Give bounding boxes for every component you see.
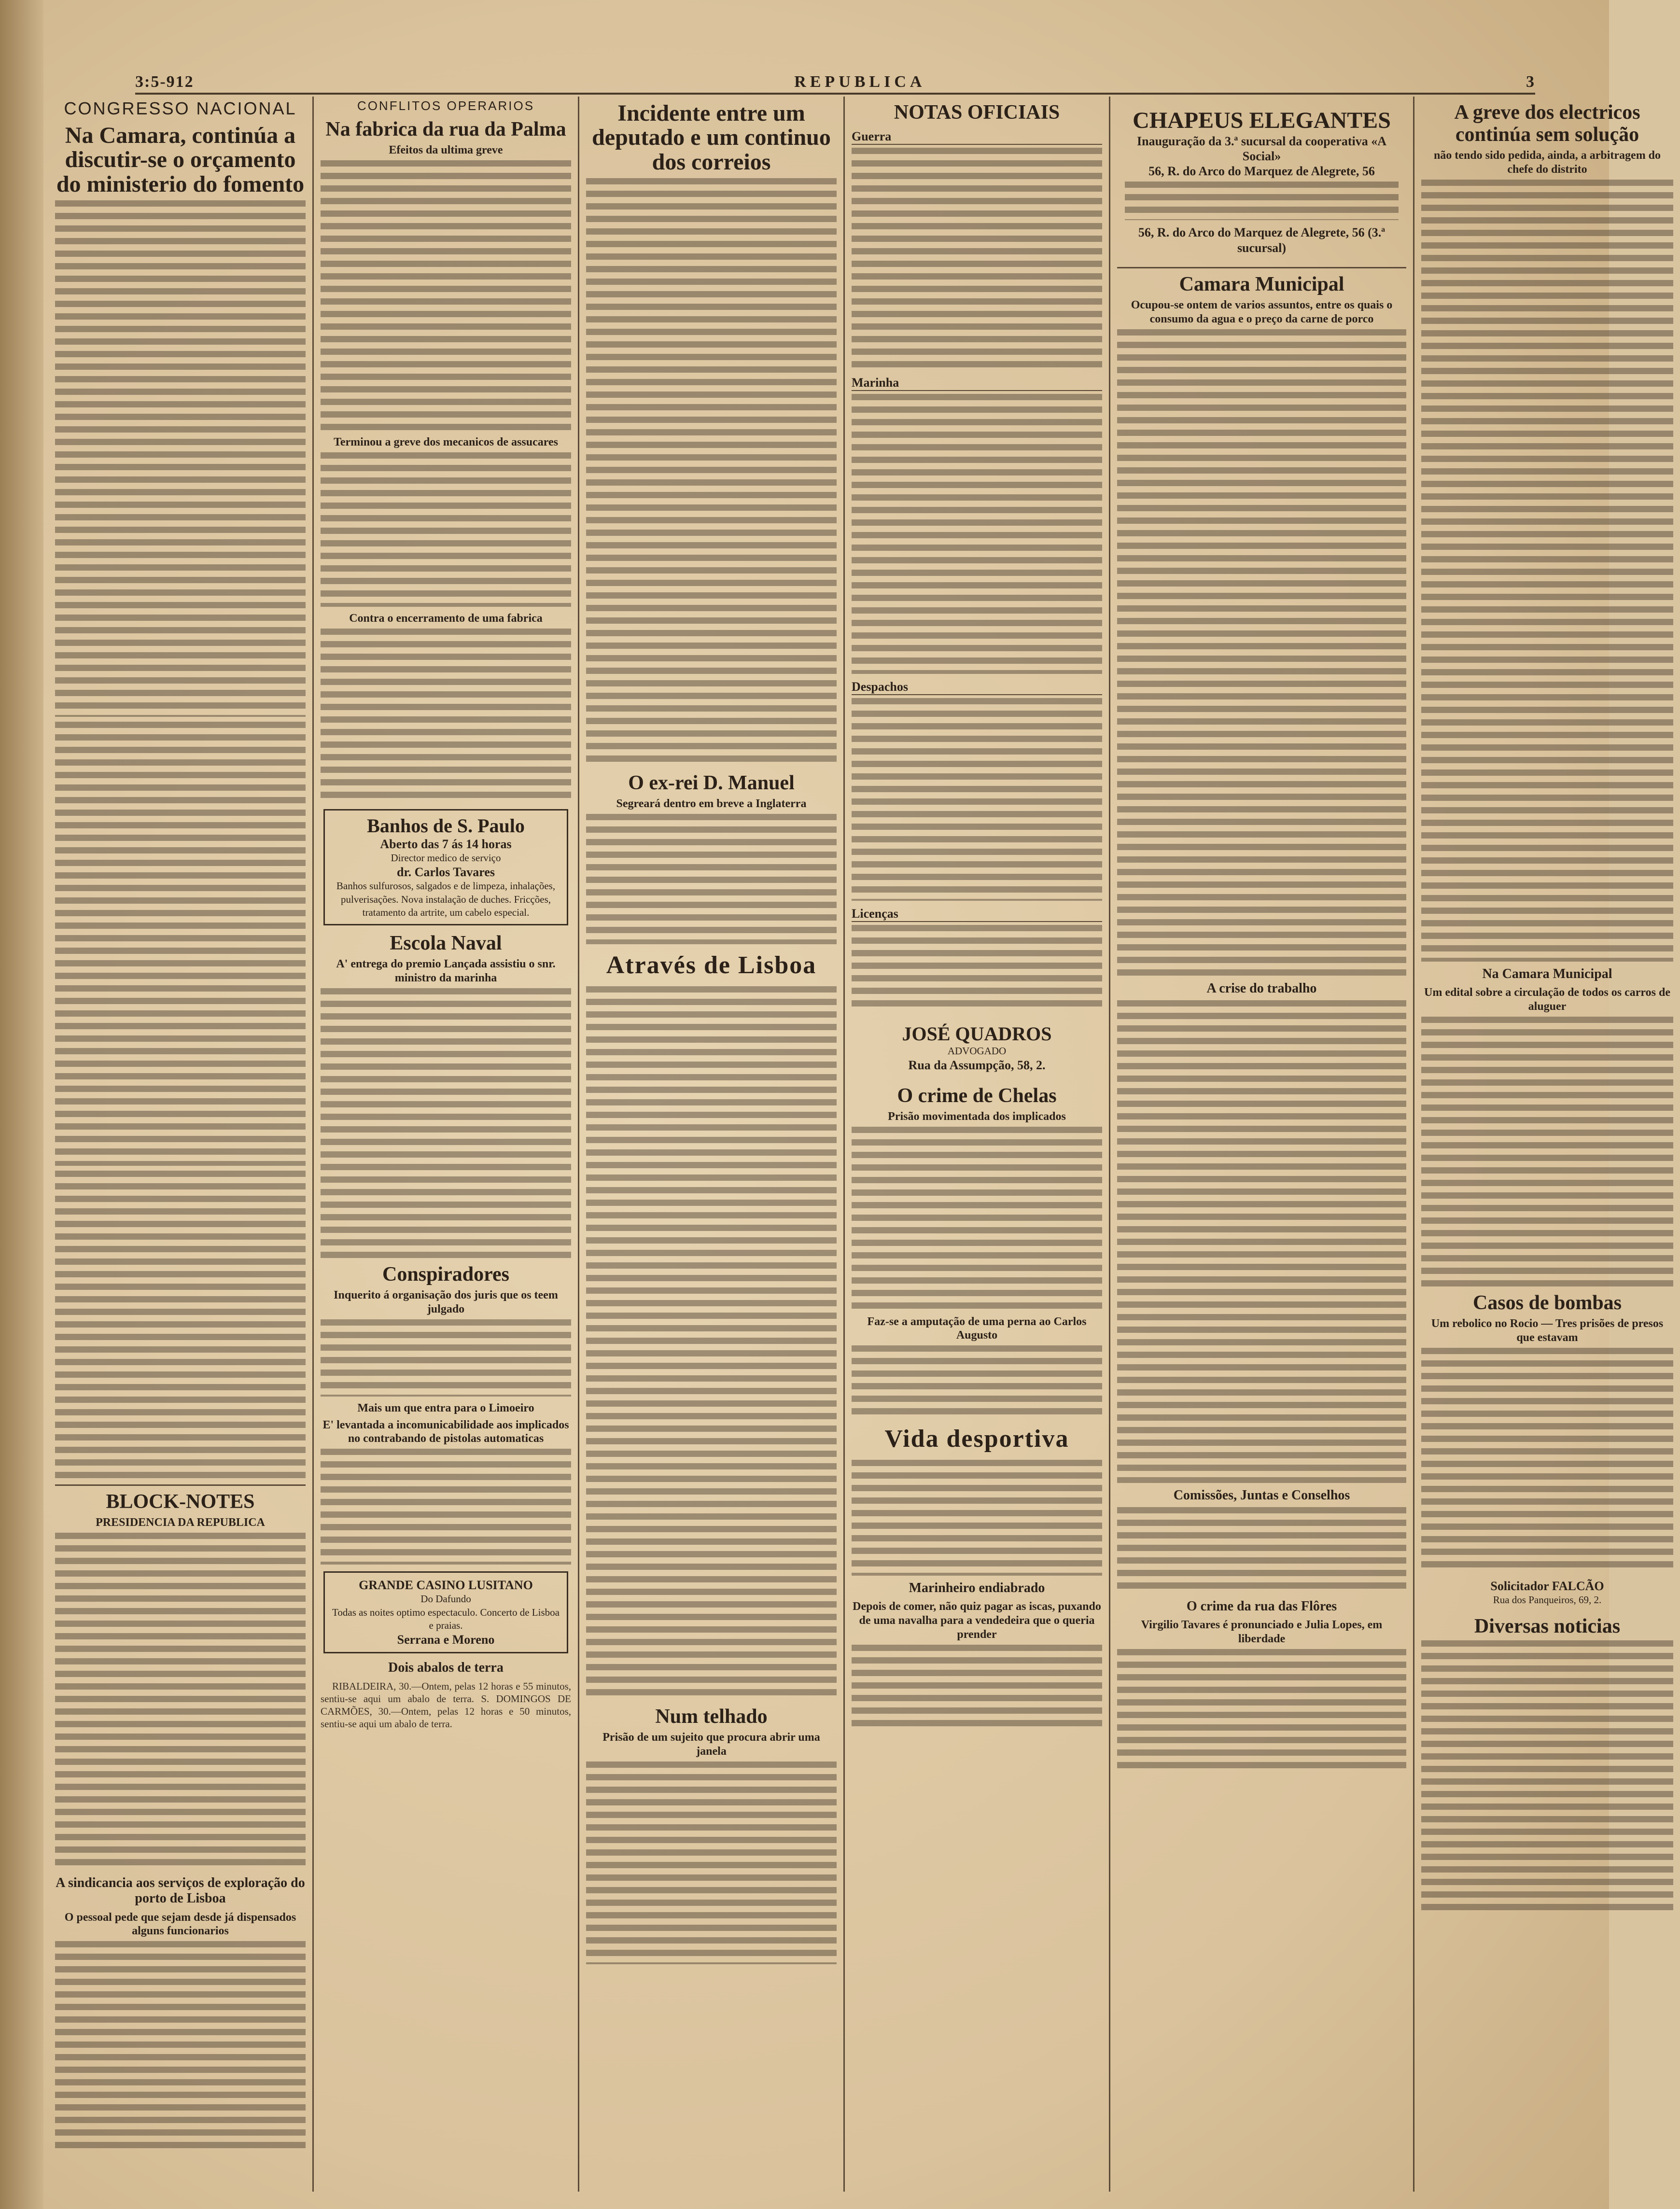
article-headline: Incidente entre um deputado e um continuo dos correios — [592, 100, 831, 175]
ad-line: Director medico de serviço — [391, 852, 501, 864]
column-3 — [579, 97, 845, 2192]
article-text — [1421, 1017, 1673, 1287]
divider — [1117, 267, 1406, 268]
block-notes-subtitle: PRESIDENCIA DA REPUBLICA — [96, 1516, 265, 1529]
ad-title: Banhos de S. Paulo — [367, 814, 525, 837]
article-text — [321, 988, 571, 1258]
article-text — [852, 148, 1102, 370]
article-text — [55, 200, 306, 717]
article-headline: O crime da rua das Flôres — [1186, 1598, 1337, 1614]
article-text — [852, 1345, 1102, 1418]
solicitor-address: Rua dos Panqueiros, 69, 2. — [1493, 1594, 1602, 1606]
article-deck: Ocupou-se ontem de varios assuntos, entre os quais o consumo da agua e o preço da carne de porco — [1131, 298, 1393, 325]
lead-headline: Na Camara, continúa a discutir-se o orçamento do ministerio do fomento — [56, 123, 305, 197]
ad-line: 56, R. do Arco do Marquez de Alegrete, 56 — [1148, 164, 1375, 179]
notice-label: Marinha — [852, 376, 1102, 391]
columns — [48, 97, 1680, 2192]
notice-label: Despachos — [852, 680, 1102, 695]
article-headline: Na Camara Municipal — [1482, 966, 1612, 981]
ad-title: GRANDE CASINO LUSITANO — [359, 1578, 533, 1593]
notice-label: Guerra — [852, 129, 1102, 145]
ad-text — [1125, 182, 1399, 220]
article-text — [55, 1533, 306, 1871]
article-text — [1117, 1507, 1406, 1594]
article-headline: Escola Naval — [390, 932, 502, 955]
article-text — [321, 1449, 571, 1565]
article-subhead: Terminou a greve dos mecanicos de assucares — [334, 435, 558, 448]
article-deck: Inquerito á organisação dos juris que os teem julgado — [334, 1289, 558, 1315]
advertisement-lawyer — [854, 1019, 1099, 1077]
article-text — [852, 1127, 1102, 1310]
page-number: 3 — [1526, 73, 1535, 91]
article-text — [852, 925, 1102, 1012]
article-subhead: Mais um que entra para o Limoeiro — [357, 1401, 534, 1414]
section-title: NOTAS OFICIAIS — [894, 101, 1060, 124]
column-4 — [845, 97, 1110, 2192]
section-banner — [586, 951, 837, 979]
article-deck: Efeitos da ultima greve — [389, 144, 503, 157]
article-text — [1117, 1649, 1406, 1775]
advertisement-solicitor — [1424, 1577, 1670, 1608]
ad-line: 56, R. do Arco do Marquez de Alegrete, 56 (3.ª sucursal) — [1138, 225, 1386, 255]
advertisement-casino — [323, 1571, 568, 1653]
article-deck: A' entrega do premio Lançada assistiu o snr. ministro da marinha — [336, 958, 556, 985]
ad-body: Banhos sulfurosos, salgados e de limpeza, inhalações, pulverisações. Nova instalação de duches. Fricções, tratamento da artrite, um cabelo especial. — [336, 880, 556, 918]
lawyer-address: Rua da Assumpção, 58, 2. — [908, 1058, 1046, 1073]
article-text — [586, 178, 837, 767]
article-text — [55, 722, 306, 1166]
ad-title: CHAPEUS ELEGANTES — [1133, 108, 1391, 133]
article-text — [321, 160, 571, 431]
article-text — [586, 986, 837, 1701]
article-headline: Camara Municipal — [1179, 273, 1344, 295]
article-deck: Virgilio Tavares é pronunciado e Julia Lopes, em liberdade — [1141, 1619, 1383, 1645]
article-headline: Casos de bombas — [1472, 1291, 1622, 1314]
article-text — [852, 698, 1102, 901]
masthead — [135, 71, 1535, 93]
article-text — [1421, 180, 1673, 962]
article-headline: Num telhado — [655, 1706, 768, 1728]
column-2 — [314, 97, 579, 2192]
ad-line: Inauguração da 3.ª sucursal da cooperativa «A Social» — [1137, 134, 1386, 163]
banner-title: Vida desportiva — [884, 1425, 1069, 1453]
article-headline: Conspiradores — [382, 1263, 509, 1286]
article-text — [1117, 1000, 1406, 1483]
column-6 — [1414, 97, 1680, 2192]
article-text — [1421, 1348, 1673, 1570]
ad-subtitle: Do Dafundo — [420, 1593, 471, 1605]
page-date: 3:5-912 — [135, 73, 194, 91]
article-headline: A crise do trabalho — [1206, 980, 1317, 996]
article-deck: Um rebolico no Rocio — Tres prisões de presos que estavam — [1431, 1317, 1664, 1344]
divider — [55, 1484, 306, 1486]
article-deck: Prisão movimentada dos implicados — [888, 1110, 1066, 1123]
lawyer-name: JOSÉ QUADROS — [902, 1023, 1052, 1045]
article-text — [321, 1319, 571, 1397]
article-subhead: Faz-se a amputação de uma perna ao Carlos Augusto — [867, 1315, 1087, 1342]
notice-label: Licenças — [852, 907, 1102, 922]
article-subhead: E' levantada a incomunicabilidade aos implicados no contrabando de pistolas automaticas — [322, 1418, 569, 1445]
article-headline: O ex-rei D. Manuel — [628, 772, 795, 795]
column-5 — [1110, 97, 1414, 2192]
article-headline: Diversas noticias — [1474, 1615, 1621, 1638]
article-text — [321, 452, 571, 607]
page-binding-edge — [0, 0, 43, 2209]
lawyer-title: ADVOGADO — [947, 1045, 1007, 1057]
article-deck: Prisão de um sujeito que procura abrir uma janela — [602, 1731, 820, 1758]
article-text — [55, 1171, 306, 1480]
article-deck: O pessoal pede que sejam desde já dispensados alguns funcionarios — [64, 1911, 296, 1938]
ad-line: Aberto das 7 ás 14 horas — [380, 837, 512, 851]
article-text — [852, 1645, 1102, 1732]
section-title: CONFLITOS OPERARIOS — [357, 98, 535, 113]
article-headline: A greve dos electricos continúa sem solução — [1454, 101, 1640, 146]
article-deck: Segreará dentro em breve a Inglaterra — [616, 797, 807, 811]
article-text — [852, 1460, 1102, 1576]
banner-title: Através de Lisboa — [606, 951, 817, 979]
solicitor-title: Solicitador FALCÃO — [1490, 1579, 1604, 1593]
article-text: RIBALDEIRA, 30.—Ontem, pelas 12 horas e 55 minutos, sentiu-se aqui um abalo de terra. S. DOMINGOS DE CARMÕES, 30.—Ontem, pelas 12 horas e 50 minutos, sentiu-se aqui um abalo de terra. — [321, 1680, 571, 1730]
ad-feature: Serrana e Moreno — [397, 1633, 495, 1647]
article-headline: Marinheiro endiabrado — [909, 1580, 1045, 1596]
article-text — [1117, 329, 1406, 976]
column-1 — [48, 97, 314, 2192]
article-deck: Depois de comer, não quiz pagar as iscas, puxando de uma navalha para a vendedeira que o queria prender — [853, 1600, 1101, 1641]
article-text — [321, 629, 571, 802]
article-text — [586, 814, 837, 944]
article-deck: não tendo sido pedida, ainda, a arbitragem do chefe do distrito — [1433, 149, 1661, 176]
article-headline: Comissões, Juntas e Conselhos — [1173, 1487, 1350, 1503]
advertisement-banhos — [323, 809, 568, 926]
article-subhead: Contra o encerramento de uma fabrica — [349, 612, 543, 625]
block-notes-title: BLOCK-NOTES — [106, 1491, 255, 1513]
article-text — [586, 1762, 837, 1964]
article-headline: A sindicancia aos serviços de exploração do porto de Lisboa — [56, 1875, 305, 1906]
ad-line: dr. Carlos Tavares — [397, 865, 495, 880]
article-deck: Um edital sobre a circulação de todos os carros de aluguer — [1424, 986, 1670, 1013]
advertisement-chapeus — [1120, 103, 1403, 260]
newspaper-title: REPUBLICA — [794, 73, 926, 91]
article-text — [852, 394, 1102, 674]
article-headline: O crime de Chelas — [897, 1084, 1057, 1107]
section-banner — [852, 1425, 1102, 1453]
article-headline: Na fabrica da rua da Palma — [325, 118, 566, 140]
ad-body: Todas as noites optimo espectaculo. Concerto de Lisboa e praias. — [332, 1606, 560, 1631]
article-text — [55, 1941, 306, 2153]
header-rule — [135, 93, 1535, 95]
article-text — [1421, 1640, 1673, 1911]
section-title: CONGRESSO NACIONAL — [64, 98, 297, 118]
article-headline: Dois abalos de terra — [388, 1660, 504, 1676]
